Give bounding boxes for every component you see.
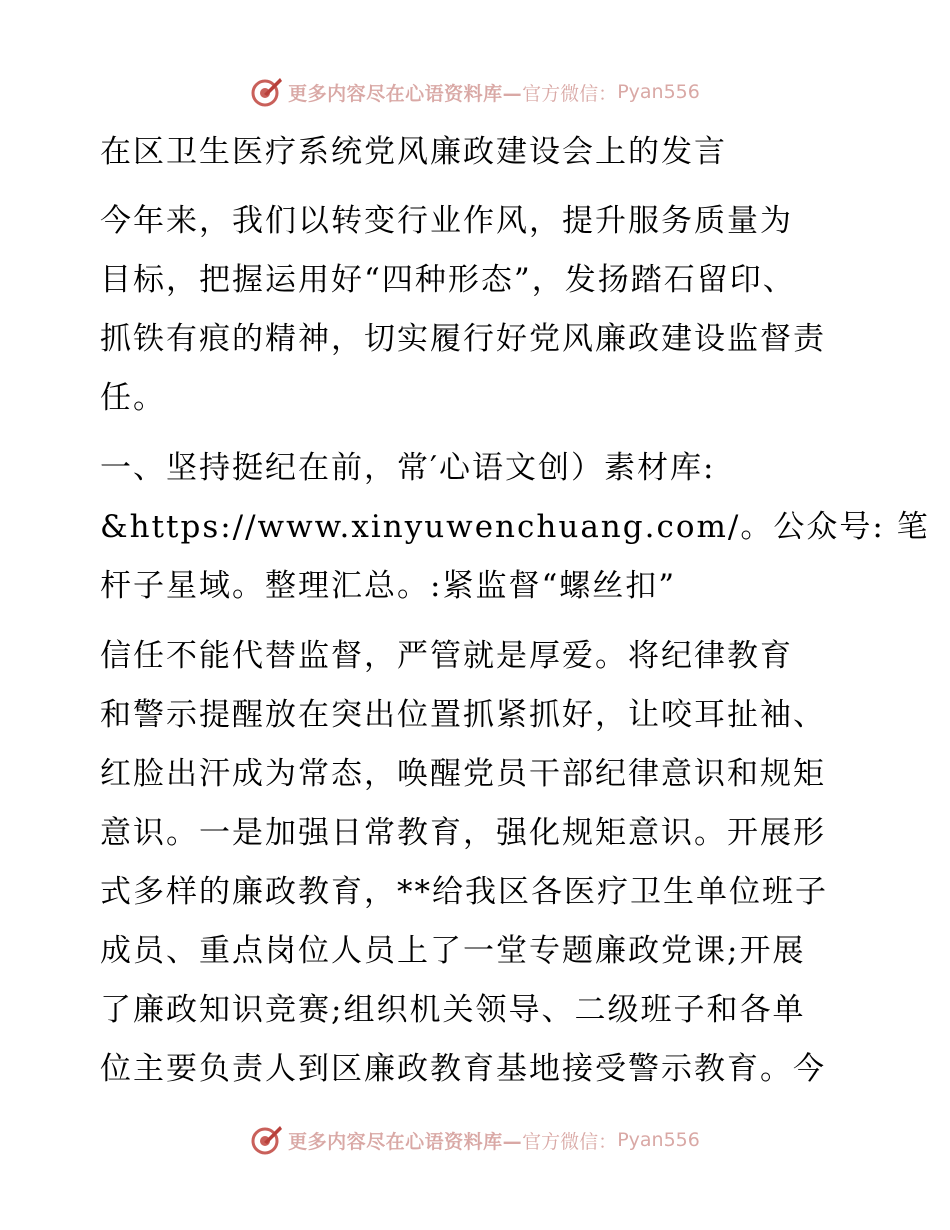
paragraph-supervision [100,627,860,1099]
quill-pen-logo-icon [250,1123,284,1157]
watermark-wechat-label: 官方微信： [522,82,618,105]
text-line: 了廉政知识竞赛;组织机关领导、二级班子和各单 [100,992,806,1028]
watermark-text: 更多内容尽在心语资料库— [288,1130,523,1153]
text-line: 意识。一是加强日常教育，强化规矩意识。开展形 [100,815,826,851]
watermark-wechat-label: 官方微信： [522,1130,618,1153]
text-line: 和警示提醒放在突出位置抓紧抓好，让咬耳扯袖、 [100,697,826,733]
document-title: 在区卫生医疗系统党风廉政建设会上的发言 [100,134,727,170]
text-line: 一、坚持挺纪在前，常′心语文创）素材库: [100,450,716,486]
text-line: 红脸出汗成为常态，唤醒党员干部纪律意识和规矩 [100,756,826,792]
text-line: 今年来，我们以转变行业作风，提升服务质量为 [100,203,793,239]
text-line: 抓铁有痕的精神，切实履行好党风廉政建设监督责 [100,321,826,357]
text-line: 目标，把握运用好“四种形态”，发扬踏石留印、 [100,262,796,298]
section-heading-1 [100,439,930,616]
text-line: &https://www.xinyuwenchuang.com/。公众号: 笔 [100,509,930,545]
document-body [100,120,930,1099]
footer-watermark [0,1118,950,1162]
text-line: 信任不能代替监督，严管就是厚爱。将纪律教育 [100,638,793,674]
text-line: 位主要负责人到区廉政教育基地接受警示教育。今 [100,1051,826,1087]
watermark-text: 更多内容尽在心语资料库— [288,82,523,105]
watermark-wechat-id: Pyan556 [617,1129,700,1151]
watermark-wechat-id: Pyan556 [617,81,700,103]
text-line: 式多样的廉政教育，**给我区各医疗卫生单位班子 [100,874,828,910]
text-line: 成员、重点岗位人员上了一堂专题廉政党课;开展 [100,933,806,969]
header-watermark [0,70,950,114]
text-line: 任。 [100,380,166,416]
paragraph-intro [100,192,860,428]
text-line: 杆子星域。整理汇总。:紧监督“螺丝扣” [100,568,677,604]
quill-pen-logo-icon [250,75,284,109]
